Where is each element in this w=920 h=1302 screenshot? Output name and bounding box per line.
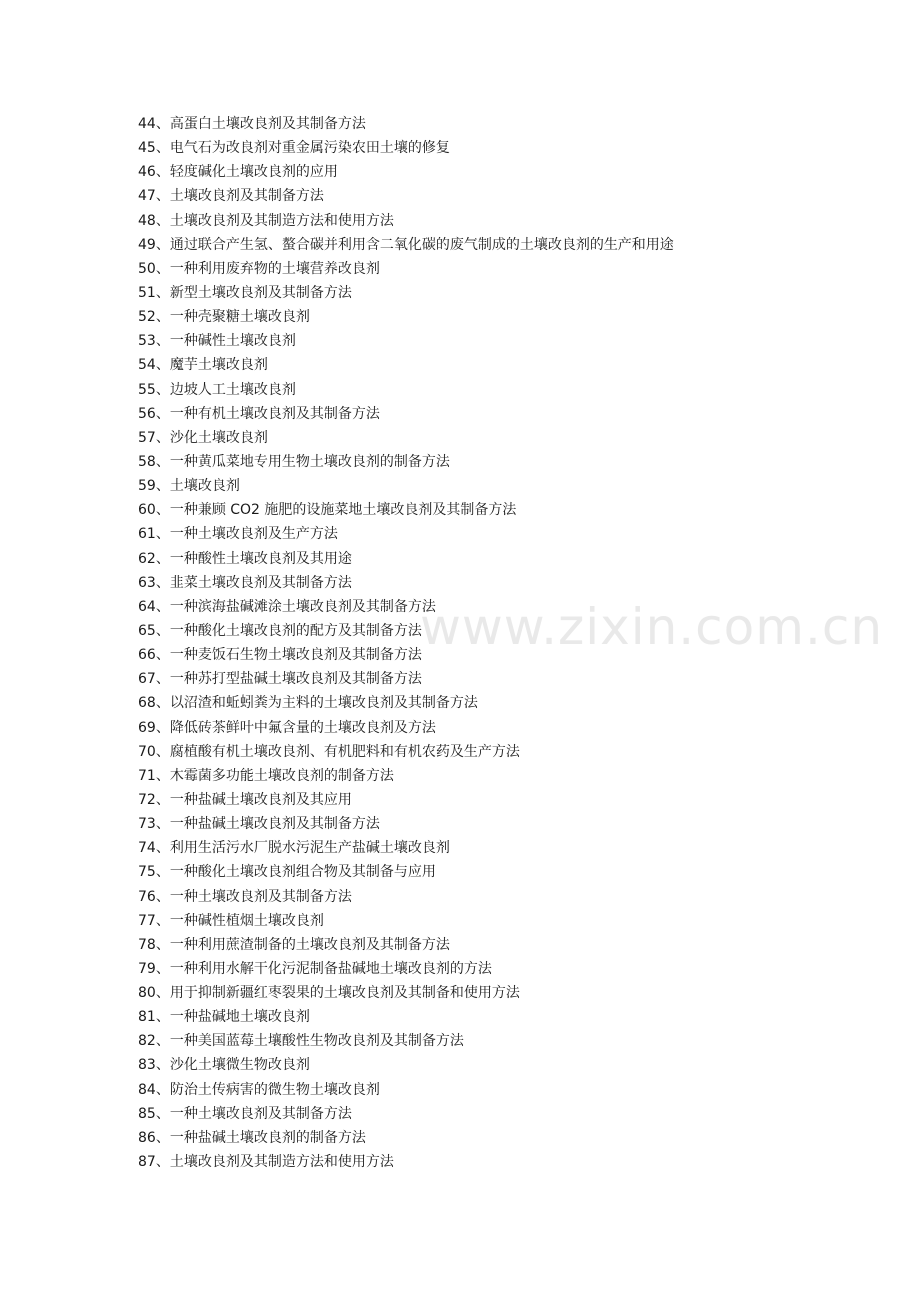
list-item: 80、用于抑制新疆红枣裂果的土壤改良剂及其制备和使用方法 (138, 985, 520, 1002)
list-item: 81、一种盐碱地土壤改良剂 (138, 1009, 310, 1026)
list-item: 72、一种盐碱土壤改良剂及其应用 (138, 791, 352, 808)
list-item: 65、一种酸化土壤改良剂的配方及其制备方法 (138, 622, 422, 639)
list-item: 63、韭菜土壤改良剂及其制备方法 (138, 574, 352, 591)
list-item: 47、土壤改良剂及其制备方法 (138, 188, 324, 205)
list-item: 59、土壤改良剂 (138, 478, 240, 495)
list-item: 49、通过联合产生氢、螯合碳并利用含二氧化碳的废气制成的土壤改良剂的生产和用途 (138, 236, 674, 253)
list-item: 68、以沼渣和蚯蚓粪为主料的土壤改良剂及其制备方法 (138, 695, 478, 712)
list-item: 54、魔芋土壤改良剂 (138, 357, 268, 374)
list-item: 53、一种碱性土壤改良剂 (138, 333, 296, 350)
list-item: 67、一种苏打型盐碱土壤改良剂及其制备方法 (138, 671, 422, 688)
list-item: 58、一种黄瓜菜地专用生物土壤改良剂的制备方法 (138, 453, 450, 470)
list-item: 56、一种有机土壤改良剂及其制备方法 (138, 405, 380, 422)
list-item: 71、木霉菌多功能土壤改良剂的制备方法 (138, 767, 394, 784)
list-item: 69、降低砖茶鲜叶中氟含量的土壤改良剂及方法 (138, 719, 436, 736)
list-item: 57、沙化土壤改良剂 (138, 429, 268, 446)
list-item: 84、防治土传病害的微生物土壤改良剂 (138, 1081, 380, 1098)
list-item: 62、一种酸性土壤改良剂及其用途 (138, 550, 352, 567)
list-item: 79、一种利用水解干化污泥制备盐碱地土壤改良剂的方法 (138, 960, 492, 977)
list-item: 48、土壤改良剂及其制造方法和使用方法 (138, 212, 394, 229)
list-item: 52、一种壳聚糖土壤改良剂 (138, 309, 310, 326)
list-item: 66、一种麦饭石生物土壤改良剂及其制备方法 (138, 647, 422, 664)
watermark: www.zixin.com.cn (420, 598, 884, 656)
list-item: 46、轻度碱化土壤改良剂的应用 (138, 164, 338, 181)
list-item: 78、一种利用蔗渣制备的土壤改良剂及其制备方法 (138, 936, 450, 953)
list-item: 55、边坡人工土壤改良剂 (138, 381, 296, 398)
list-item: 85、一种土壤改良剂及其制备方法 (138, 1105, 352, 1122)
list-item: 45、电气石为改良剂对重金属污染农田土壤的修复 (138, 140, 450, 157)
list-item: 76、一种土壤改良剂及其制备方法 (138, 888, 352, 905)
list-item: 51、新型土壤改良剂及其制备方法 (138, 284, 352, 301)
list-item: 82、一种美国蓝莓土壤酸性生物改良剂及其制备方法 (138, 1033, 464, 1050)
list-item: 73、一种盐碱土壤改良剂及其制备方法 (138, 816, 380, 833)
patent-title-list (138, 112, 858, 1174)
list-item: 50、一种利用废弃物的土壤营养改良剂 (138, 260, 380, 277)
list-item: 75、一种酸化土壤改良剂组合物及其制备与应用 (138, 864, 436, 881)
list-item: 86、一种盐碱土壤改良剂的制备方法 (138, 1129, 366, 1146)
list-item: 77、一种碱性植烟土壤改良剂 (138, 912, 324, 929)
list-item: 74、利用生活污水厂脱水污泥生产盐碱土壤改良剂 (138, 840, 450, 857)
list-item: 44、高蛋白土壤改良剂及其制备方法 (138, 116, 366, 132)
list-item: 60、一种兼顾 CO2 施肥的设施菜地土壤改良剂及其制备方法 (138, 502, 517, 519)
list-item: 83、沙化土壤微生物改良剂 (138, 1057, 310, 1074)
list-item: 61、一种土壤改良剂及生产方法 (138, 526, 338, 543)
list-item: 87、土壤改良剂及其制造方法和使用方法 (138, 1154, 394, 1171)
list-item: 64、一种滨海盐碱滩涂土壤改良剂及其制备方法 (138, 598, 436, 615)
list-item: 70、腐植酸有机土壤改良剂、有机肥料和有机农药及生产方法 (138, 743, 520, 760)
